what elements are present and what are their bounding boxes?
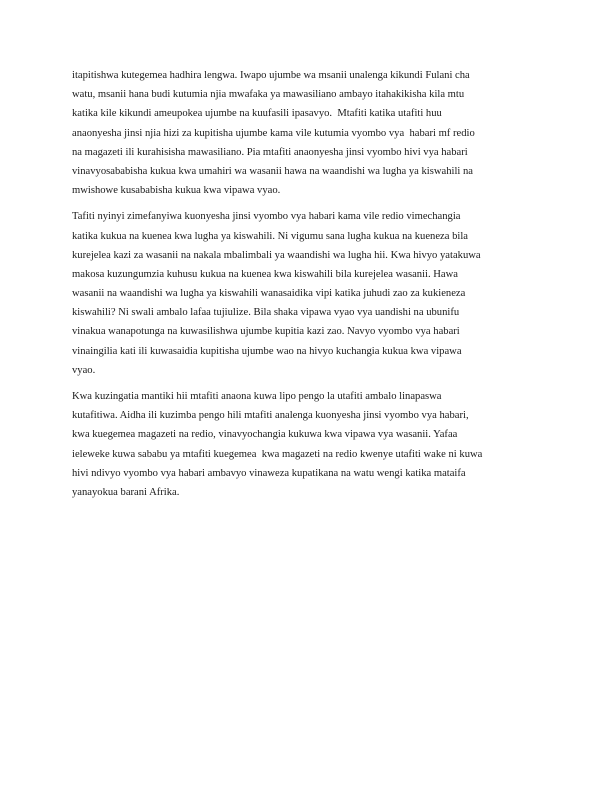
text-line: katika kukua na kuenea kwa lugha ya kiswahili. Ni vigumu sana lugha kukua na kueneza bila [72,230,468,242]
text-line: vinavyosababisha kukua kwa umahiri wa wasanii hawa na waandishi wa lugha ya kiswahili na [72,165,473,177]
text-line: kurejelea kazi za wasanii na nakala mbalimbali ya waandishi wa lugha hii. Kwa hivyo yatakuwa [72,249,481,261]
document-body [72,66,542,509]
text-line: kiswahili? Ni swali ambalo lafaa tujiulize. Bila shaka vipawa vyao vya uandishi na ubunifu [72,307,460,319]
text-line: mwishowe kusababisha kukua kwa vipawa vyao. [72,185,281,197]
text-line: wasanii na waandishi wa lugha ya kiswahili wanasaidika vipi katika juhudi zao za kukieneza [72,288,466,300]
text-line: vinaingilia kati ili kuwasaidia kupitisha ujumbe wao na hivyo kuchangia kukua kwa vipawa [72,345,462,357]
text-line: hivi ndivyo vyombo vya habari ambavyo vinaweza kupatikana na watu wengi katika mataifa [72,467,466,479]
text-line: anaonyesha jinsi njia hizi za kupitisha ujumbe kama vile kutumia vyombo vya habari mf redio [72,127,475,139]
text-line: ieleweke kuwa sababu ya mtafiti kuegemea kwa magazeti na redio kwenye utafiti wake ni kuwa [72,448,483,460]
text-line: itapitishwa kutegemea hadhira lengwa. Iwapo ujumbe wa msanii unalenga kikundi Fulani cha [72,70,470,81]
paragraph-3 [72,387,542,502]
text-line: watu, msanii hana budi kutumia njia mwafaka ya mawasiliano ambayo itahakikisha kila mtu [72,89,465,101]
text-line: na magazeti ili kurahisisha mawasiliano. Pia mtafiti anaonyesha jinsi vyombo hivi vya habari [72,146,468,158]
text-line: yanayokua barani Afrika. [72,486,180,498]
text-line: Tafiti nyinyi zimefanyiwa kuonyesha jinsi vyombo vya habari kama vile redio vimechangia [72,211,461,223]
text-line: kwa kuegemea magazeti na redio, vinavyochangia kukuwa kwa vipawa vya wasanii. Yafaa [72,429,458,441]
text-line: vinakua wanapotunga na kuwasilishwa ujumbe kupitia kazi zao. Navyo vyombo vya habari [72,326,460,338]
text-line: Kwa kuzingatia mantiki hii mtafiti anaona kuwa lipo pengo la utafiti ambalo linapaswa [72,391,442,402]
text-line: vyao. [72,364,96,376]
paragraph-2 [72,207,542,380]
text-line: makosa kuzungumzia kuhusu kukua na kuenea kwa kiswahili bila kurejelea wasanii. Hawa [72,268,458,280]
text-line: kutafitiwa. Aidha ili kuzimba pengo hili mtafiti analenga kuonyesha jinsi vyombo vya habari, [72,410,469,422]
paragraph-1 [72,66,542,200]
text-line: katika kile kikundi ameupokea ujumbe na kuufasili ipasavyo. Mtafiti katika utafiti huu [72,108,442,120]
